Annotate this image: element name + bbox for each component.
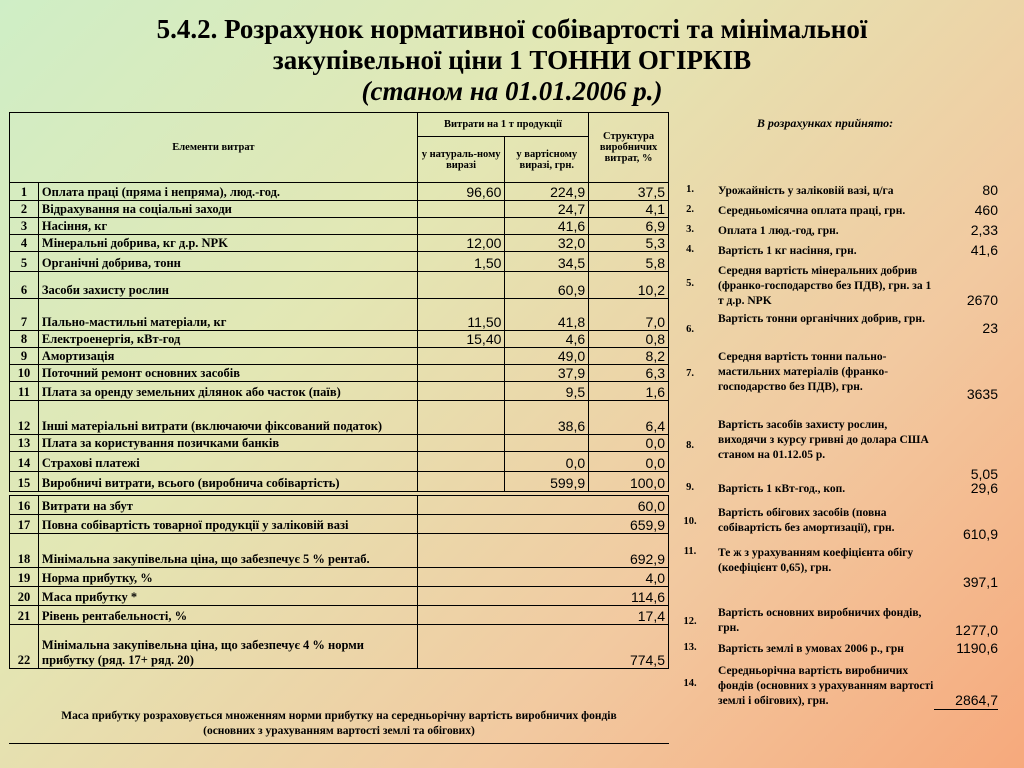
row-name: Витрати на збут [38,496,417,515]
row-number: 3 [10,218,39,235]
assumption-value: 1277,0 [955,622,998,638]
row-natural [417,218,505,235]
assumption-text: Оплата 1 люд.-год, грн. [718,225,839,237]
assumption-text: Вартість засобів захисту рослин, виходячи з курсу гривні до долара США станом на 01.12.05 р. [718,419,929,461]
title-line-1: 5.4.2. Розрахунок нормативної собівартості та мінімальної [156,14,868,44]
header-structure: Структура виробничих витрат, % [589,113,669,183]
row-number: 13 [10,435,39,452]
row-name: Відрахування на соціальні заходи [38,201,417,218]
row-name: Мінімальна закупівельна ціна, що забезпечує 4 % норми прибутку (ряд. 17+ ряд. 20) [38,625,417,669]
assumption-value: 2670 [966,292,998,308]
row-value: 32,0 [505,235,589,252]
row-number: 20 [10,587,39,606]
assumption-text: Те ж з урахуванням коефіцієнта обігу (коефіцієнт 0,65), грн. [718,547,914,574]
assumption-value: 1190,6 [956,640,998,656]
row-natural [417,472,505,492]
table-row [10,218,669,235]
row-natural [417,365,505,382]
row-value: 41,6 [505,218,589,235]
row-name: Інші матеріальні витрати (включаючи фіксований податок) [38,401,417,435]
row-natural: 1,50 [417,252,505,272]
total-underline [934,709,998,710]
row-value: 4,6 [505,331,589,348]
assumption-text: Середньомісячна оплата праці, грн. [718,205,906,217]
table-row [10,382,669,401]
assumption-text: Вартість обігових засобів (повна собівартість без амортизації), грн. [718,507,895,534]
row-natural [417,401,505,435]
row-natural [417,382,505,401]
row-value: 37,9 [505,365,589,382]
row-value: 38,6 [505,401,589,435]
table-row [10,299,669,331]
row-value: 60,0 [417,496,668,515]
row-name: Мінеральні добрива, кг д.р. NPK [38,235,417,252]
row-number: 22 [10,625,39,669]
header-value: у вартісному виразі, грн. [505,137,589,183]
assumption-value: 29,6 [970,480,998,496]
page-title [0,14,1024,107]
footnote [9,709,669,744]
row-value: 224,9 [505,183,589,201]
table-row [10,201,669,218]
table-row [10,606,669,625]
row-value: 9,5 [505,382,589,401]
header-costs-per-tonne: Витрати на 1 т продукції [417,113,588,137]
assumption-text: Вартість тонни органічних добрив, грн. [718,313,925,325]
assumption-number: 10. [683,516,697,527]
row-number: 8 [10,331,39,348]
assumption-number: 9. [686,482,694,493]
assumption-value: 5,05 [970,466,998,482]
table-row [10,472,669,492]
row-name: Рівень рентабельності, % [38,606,417,625]
row-name: Мінімальна закупівельна ціна, що забезпечує 5 % рентаб. [38,534,417,568]
row-name: Виробничі витрати, всього (виробнича собівартість) [38,472,417,492]
row-number: 2 [10,201,39,218]
assumption-value: 610,9 [962,526,998,542]
row-percent: 6,9 [589,218,669,235]
row-name: Амортизація [38,348,417,365]
row-number: 19 [10,568,39,587]
table-row [10,496,669,515]
row-percent: 0,8 [589,331,669,348]
assumption-value: 3635 [966,386,998,402]
table-row [10,365,669,382]
table-row [10,435,669,452]
header-natural: у натураль-ному виразі [417,137,505,183]
row-percent: 0,0 [589,435,669,452]
row-name: Страхові платежі [38,452,417,472]
row-value: 599,9 [505,472,589,492]
row-natural [417,348,505,365]
row-natural: 15,40 [417,331,505,348]
assumption-number: 13. [683,642,697,653]
row-name: Плата за користування позичками банків [38,435,417,452]
row-number: 4 [10,235,39,252]
row-number: 12 [10,401,39,435]
row-value: 60,9 [505,272,589,299]
row-percent: 6,4 [589,401,669,435]
assumption-value: 397,1 [962,574,998,590]
row-name: Насіння, кг [38,218,417,235]
row-number: 14 [10,452,39,472]
table-row [10,568,669,587]
assumption-value: 41,6 [970,242,998,258]
row-number: 6 [10,272,39,299]
assumption-number: 8. [686,440,694,451]
assumption-number: 2. [686,204,694,215]
assumption-number: 1. [686,184,694,195]
title-line-3: (станом на 01.01.2006 р.) [361,76,663,106]
row-name: Електроенергія, кВт-год [38,331,417,348]
row-natural [417,452,505,472]
table-row [10,183,669,201]
row-percent: 1,6 [589,382,669,401]
assumption-text: Середня вартість мінеральних добрив (франко-господарство без ПДВ), грн. за 1 т д.р. NPK [718,265,932,307]
row-number: 5 [10,252,39,272]
row-value: 114,6 [417,587,668,606]
row-number: 11 [10,382,39,401]
footnote-line-2: (основних з урахуванням вартості землі та обігових) [203,725,475,737]
row-percent: 5,8 [589,252,669,272]
assumption-number: 7. [686,368,694,379]
table-row [10,534,669,568]
assumption-number: 11. [683,546,697,557]
assumption-value: 2864,7 [955,692,998,708]
row-percent: 5,3 [589,235,669,252]
cost-rows [10,183,669,492]
table-row [10,452,669,472]
assumption-number: 14. [683,678,697,689]
row-number: 15 [10,472,39,492]
row-number: 7 [10,299,39,331]
row-name: Норма прибутку, % [38,568,417,587]
row-natural [417,201,505,218]
row-name: Маса прибутку * [38,587,417,606]
row-name: Повна собівартість товарної продукції у заліковій вазі [38,515,417,534]
row-number: 10 [10,365,39,382]
table-row [10,625,669,669]
footnote-line-1: Маса прибутку розраховується множенням норми прибутку на середньорічну вартість виробничих фондів [61,710,617,722]
row-percent: 10,2 [589,272,669,299]
row-name: Засоби захисту рослин [38,272,417,299]
table-row [10,587,669,606]
assumption-value: 460 [974,202,998,218]
assumptions-heading: В розрахунках прийнято: [756,116,894,130]
table-row [10,272,669,299]
row-number: 18 [10,534,39,568]
assumption-text: Вартість основних виробничих фондів, грн. [718,607,922,634]
row-value: 17,4 [417,606,668,625]
summary-rows [10,496,669,669]
row-percent: 7,0 [589,299,669,331]
assumption-text: Середньорічна вартість виробничих фондів (основних з урахуванням вартості землі і обігових), грн. [718,665,934,707]
assumption-text: Урожайність у заліковій вазі, ц/га [718,185,894,197]
row-number: 9 [10,348,39,365]
assumption-number: 5. [686,278,694,289]
row-value [505,435,589,452]
assumption-text: Вартість 1 кг насіння, грн. [718,245,857,257]
title-line-2: закупівельної ціни 1 ТОННИ ОГІРКІВ [272,45,752,75]
row-value: 49,0 [505,348,589,365]
row-natural: 12,00 [417,235,505,252]
row-value: 24,7 [505,201,589,218]
row-percent: 6,3 [589,365,669,382]
assumption-number: 3. [686,224,694,235]
row-natural [417,435,505,452]
table-row [10,348,669,365]
header-elements: Елементи витрат [10,113,418,183]
assumption-text: Середня вартість тонни пально-мастильних матеріалів (франко-господарство без ПДВ), грн. [718,351,889,393]
row-value: 41,8 [505,299,589,331]
row-percent: 0,0 [589,452,669,472]
table-row [10,401,669,435]
row-value: 692,9 [417,534,668,568]
row-value: 4,0 [417,568,668,587]
assumption-value: 80 [982,182,998,198]
assumption-value: 2,33 [970,222,998,238]
table-row [10,252,669,272]
table-row [10,515,669,534]
assumption-number: 6. [686,324,694,335]
row-value: 0,0 [505,452,589,472]
row-number: 1 [10,183,39,201]
cost-table [9,112,669,669]
table-row [10,235,669,252]
assumption-text: Вартість 1 кВт-год., коп. [718,483,846,495]
assumption-number: 4. [686,244,694,255]
row-percent: 4,1 [589,201,669,218]
row-percent: 100,0 [589,472,669,492]
row-value: 659,9 [417,515,668,534]
row-number: 17 [10,515,39,534]
row-name: Пально-мастильні матеріали, кг [38,299,417,331]
row-value: 774,5 [417,625,668,669]
assumption-text: Вартість землі в умовах 2006 р., грн [718,643,904,655]
row-natural: 96,60 [417,183,505,201]
row-number: 16 [10,496,39,515]
assumption-value: 23 [982,320,998,336]
row-name: Плата за оренду земельних ділянок або часток (паїв) [38,382,417,401]
row-name: Поточний ремонт основних засобів [38,365,417,382]
table-row [10,331,669,348]
row-natural: 11,50 [417,299,505,331]
row-name: Оплата праці (пряма і непряма), люд.-год. [38,183,417,201]
row-percent: 8,2 [589,348,669,365]
row-percent: 37,5 [589,183,669,201]
row-natural [417,272,505,299]
row-name: Органічні добрива, тонн [38,252,417,272]
assumption-number: 12. [683,616,697,627]
row-number: 21 [10,606,39,625]
row-value: 34,5 [505,252,589,272]
